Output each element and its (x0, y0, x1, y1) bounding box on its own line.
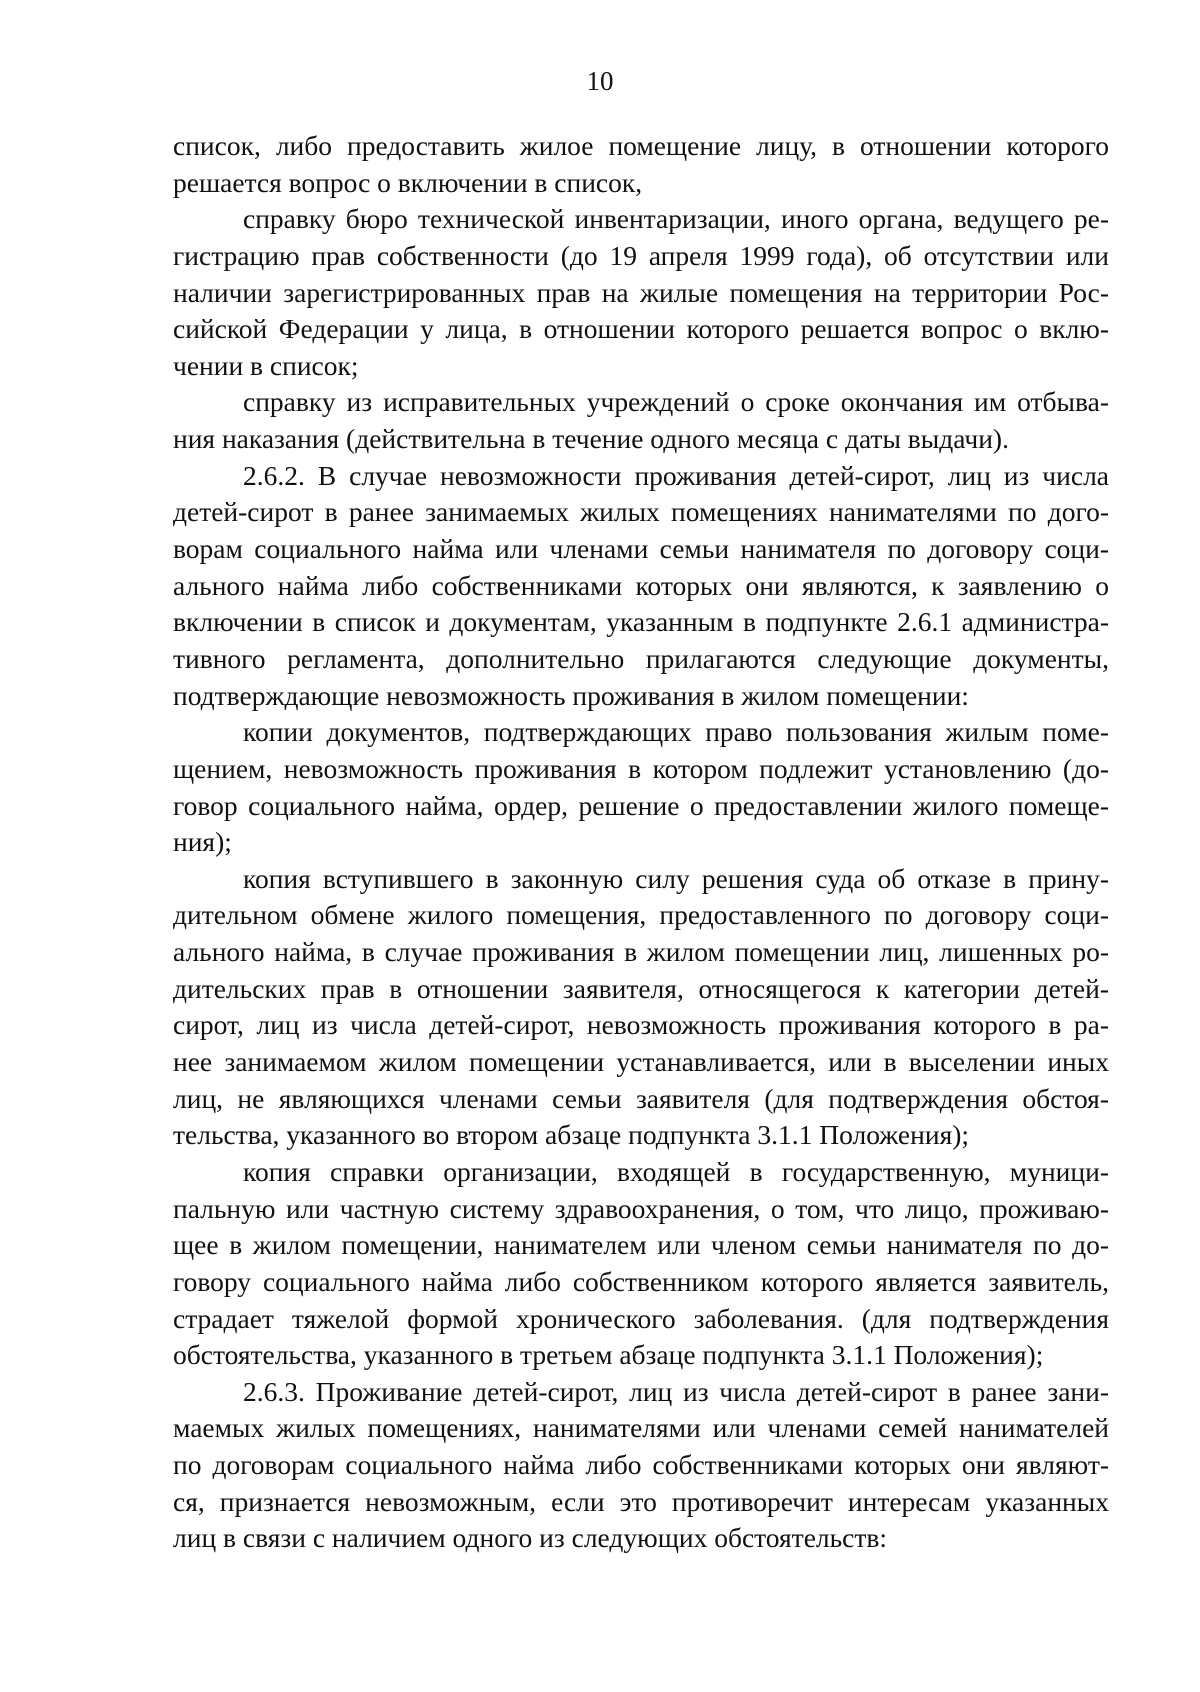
text-line: ального найма либо собственниками которых они являются, к заявлению о (173, 569, 1109, 601)
text-line: гистрацию прав собственности (до 19 апреля 1999 года), об отсутствии или (173, 239, 1109, 271)
text-line: говор социального найма, ордер, решение о предоставлении жилого помеще- (173, 789, 1109, 821)
text-line: страдает тяжелой формой хронического заболевания. (для подтверждения (173, 1302, 1109, 1334)
text-line: дительном обмене жилого помещения, предоставленного по договору соци- (173, 899, 1109, 931)
text-line: решается вопрос о включении в список, (173, 166, 643, 198)
text-line: копии документов, подтверждающих право пользования жилым поме- (243, 716, 1109, 748)
text-line: по договорам социального найма либо собственниками которых они являют- (173, 1449, 1109, 1481)
text-line: подтверждающие невозможность проживания в жилом помещении: (173, 679, 969, 711)
text-line: справку из исправительных учреждений о сроке окончания им отбыва- (243, 386, 1109, 418)
text-line: 2.6.2. В случае невозможности проживания детей-сирот, лиц из числа (243, 459, 1109, 491)
text-line: копия справки организации, входящей в государственную, муници- (243, 1155, 1109, 1187)
text-line: сирот, лиц из числа детей-сирот, невозможность проживания которого в ра- (173, 1009, 1109, 1041)
text-line: список, либо предоставить жилое помещение лицу, в отношении которого (173, 130, 1109, 161)
text-line: сийской Федерации у лица, в отношении которого решается вопрос о вклю- (173, 313, 1109, 345)
text-line: лиц в связи с наличием одного из следующих обстоятельств: (173, 1522, 888, 1554)
text-line: тивного регламента, дополнительно прилагаются следующие документы, (173, 642, 1109, 674)
text-line: включении в список и документам, указанным в подпункте 2.6.1 администра- (173, 606, 1109, 638)
text-line: справку бюро технической инвентаризации, иного органа, ведущего ре- (243, 203, 1109, 235)
text-line: маемых жилых помещениях, нанимателями или членами семей нанимателей (173, 1412, 1109, 1444)
text-line: чении в список; (173, 349, 359, 381)
text-line: ального найма, в случае проживания в жилом помещении лиц, лишенных ро- (173, 936, 1109, 968)
text-line: наличии зарегистрированных прав на жилые помещения на территории Рос- (173, 276, 1109, 308)
text-line: дительских прав в отношении заявителя, относящегося к категории детей- (173, 972, 1109, 1004)
text-line: ся, признается невозможным, если это противоречит интересам указанных (173, 1485, 1109, 1517)
text-line: копия вступившего в законную силу решения суда об отказе в прину- (243, 862, 1109, 894)
text-line: ворам социального найма или членами семьи нанимателя по договору соци- (173, 533, 1109, 565)
text-line: щением, невозможность проживания в котором подлежит установлению (до- (173, 752, 1109, 784)
text-line: нее занимаемом жилом помещении устанавливается, или в выселении иных (173, 1046, 1109, 1078)
text-line: говору социального найма либо собственником которого является заявитель, (173, 1265, 1109, 1297)
text-line: лиц, не являющихся членами семьи заявителя (для подтверждения обстоя- (173, 1082, 1109, 1114)
page-number: 10 (586, 66, 614, 96)
text-line: ния); (173, 826, 232, 858)
text-line: обстоятельства, указанного в третьем абзаце подпункта 3.1.1 Положения); (173, 1339, 1044, 1371)
text-line: ния наказания (действительна в течение одного месяца с даты выдачи). (173, 423, 1009, 455)
text-line: 2.6.3. Проживание детей-сирот, лиц из числа детей-сирот в ранее зани- (243, 1375, 1109, 1407)
text-line: тельства, указанного во втором абзаце подпункта 3.1.1 Положения); (173, 1119, 970, 1151)
document-body (173, 128, 1109, 1557)
text-line: пальную или частную систему здравоохранения, о том, что лицо, проживаю- (173, 1192, 1109, 1224)
text-line: детей-сирот в ранее занимаемых жилых помещениях нанимателями по дого- (173, 496, 1109, 528)
text-line: щее в жилом помещении, нанимателем или членом семьи нанимателя по до- (173, 1229, 1109, 1261)
